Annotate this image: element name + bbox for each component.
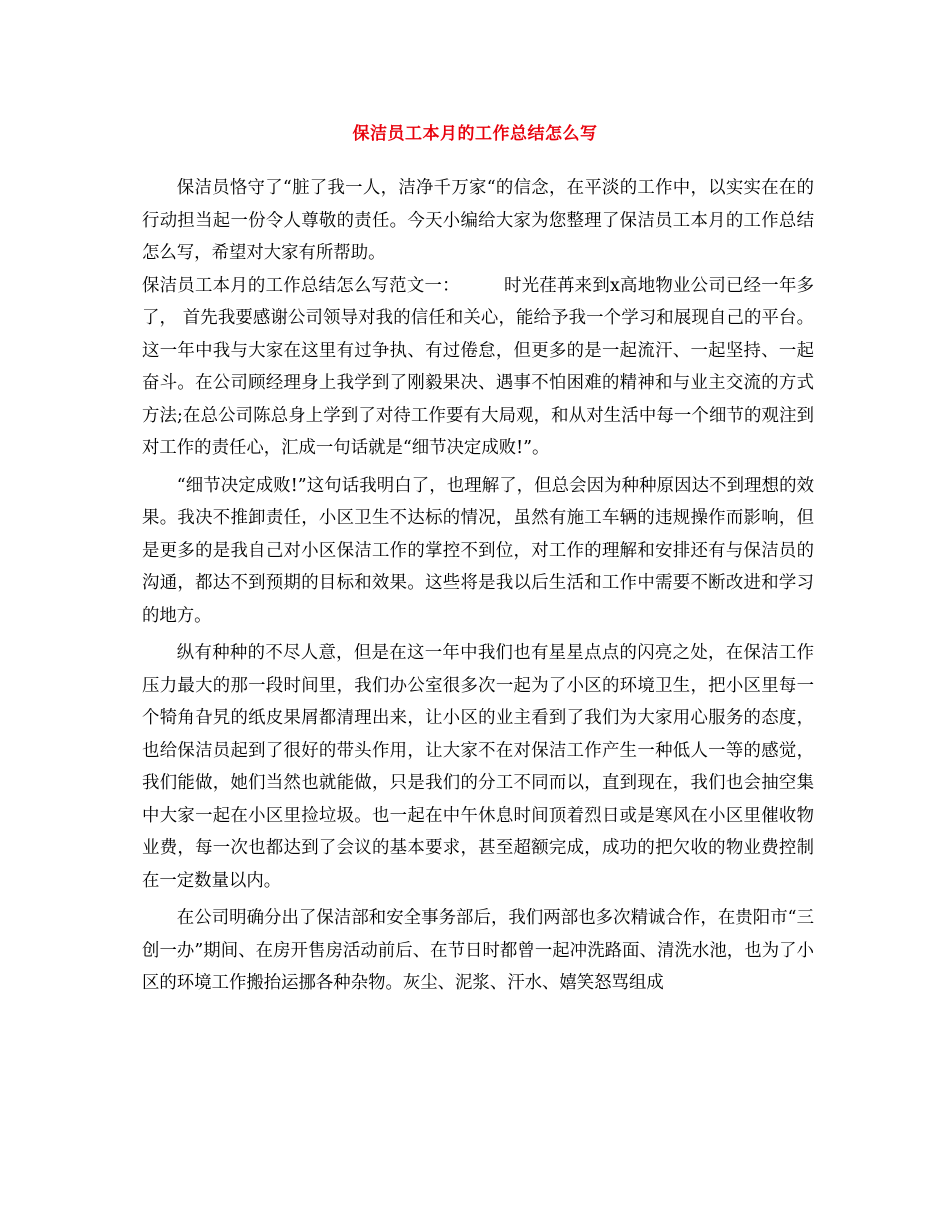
paragraph-2: “细节决定成败!”这句话我明白了，也理解了，但总会因为种种原因达不到理想的效果。我决不推卸责任，小区卫生不达标的情况，虽然有施工车辆的违规操作而影响，但是更多的是我自己对小区保洁工作的掌控不到位，对工作的理解和安排还有与保洁员的沟通，都达不到预期的目标和效果。这些将是我以后生活和工作中需要不断改进和学习的地方。 xyxy=(142,475,814,626)
sample-paragraph-1 xyxy=(142,270,814,465)
paragraph-3: 纵有种种的不尽人意，但是在这一年中我们也有星星点点的闪亮之处，在保洁工作压力最大的那一段时间里，我们办公室很多次一起为了小区的环境卫生，把小区里每一个犄角旮旯的纸皮果屑都清理出来，让小区的业主看到了我们为大家用心服务的态度，也给保洁员起到了很好的带头作用，让大家不在对保洁工作产生一种低人一等的感觉，我们能做，她们当然也就能做，只是我们的分工不同而以，直到现在，我们也会抽空集中大家一起在小区里捡垃圾。也一起在中午休息时间顶着烈日或是寒风在小区里催收物业费，每一次也都达到了会议的基本要求，甚至超额完成，成功的把欠收的物业费控制在一定数量以内。 xyxy=(142,643,814,891)
paragraph-4: 在公司明确分出了保洁部和安全事务部后，我们两部也多次精诚合作，在贵阳市“三创一办”期间、在房开售房活动前后、在节日时都曾一起冲洗路面、清洗水池，也为了小区的环境工作搬抬运挪各种杂物。灰尘、泥浆、汗水、嬉笑怒骂组成 xyxy=(142,908,814,993)
document-title: 保洁员工本月的工作总结怎么写 xyxy=(352,124,598,144)
document-body xyxy=(142,172,814,1000)
sample-heading: 保洁员工本月的工作总结怎么写范文一： xyxy=(142,275,460,296)
sample-paragraph-1-text: 时光荏苒来到x高地物业公司已经一年多了， 首先我要感谢公司领导对我的信任和关心，能给予我一个学习和展现自己的平台。这一年中我与大家在这里有过争执、有过倦怠，但更多的是一起流汗、一起坚持、一起奋斗。在公司顾经理身上我学到了刚毅果决、遇事不怕困难的精神和与业主交流的方式方法;在总公司陈总身上学到了对待工作要有大局观，和从对生活中每一个细节的观注到对工作的责任心，汇成一句话就是“细节决定成败!”。 xyxy=(142,275,814,458)
intro-paragraph: 保洁员恪守了“脏了我一人，洁净千万家“的信念，在平淡的工作中，以实实在在的行动担当起一份令人尊敬的责任。今天小编给大家为您整理了保洁员工本月的工作总结怎么写，希望对大家有所帮助。 xyxy=(142,178,814,263)
